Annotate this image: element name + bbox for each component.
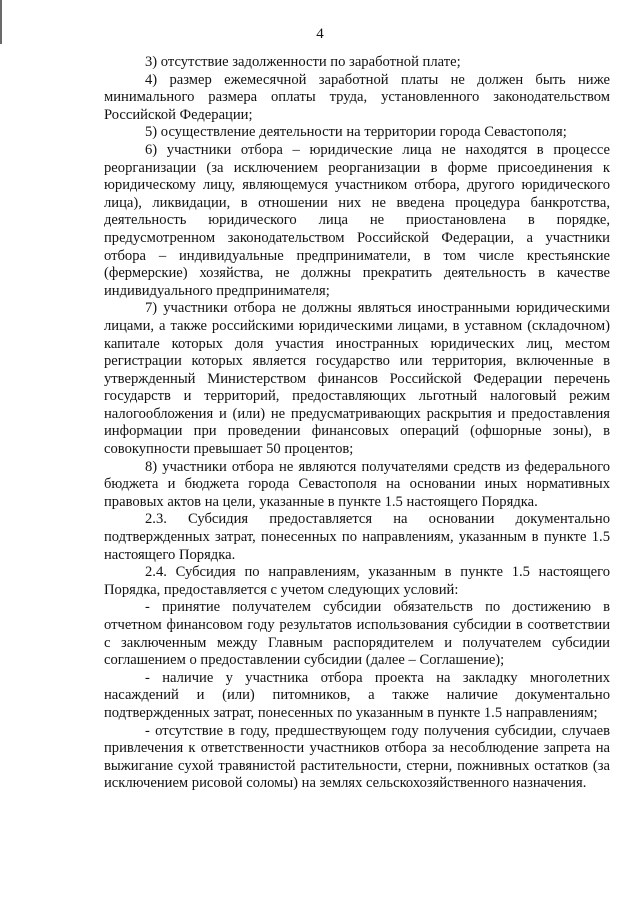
paragraph-item-8: 8) участники отбора не являются получателями средств из федерального бюджета и бюджета города Севастополя на основании иных нормативных правовых актов на цели, указанные в пункте 1.5 настоящего Порядка. — [104, 458, 610, 510]
paragraph-condition-project: - наличие у участника отбора проекта на закладку многолетних насаждений и (или) питомников, а также наличие документально подтвержденных затрат, понесенных по указанным в пункте 1.5 направлениям; — [104, 669, 610, 721]
document-body — [104, 54, 610, 793]
paragraph-condition-no-violations: - отсутствие в году, предшествующем году получения субсидии, случаев привлечения к ответственности участников отбора за несоблюдение запрета на выжигание сухой травянистой растительности, стерни, пожнивных остатков (за исключением рисовой соломы) на землях сельскохозяйственного назначения. — [104, 722, 610, 792]
paragraph-section-2-3: 2.3. Субсидия предоставляется на основании документально подтвержденных затрат, понесенных по направлениям, указанным в пункте 1.5 настоящего Порядка. — [104, 511, 610, 563]
paragraph-section-2-4: 2.4. Субсидия по направлениям, указанным в пункте 1.5 настоящего Порядка, предоставляется с учетом следующих условий: — [104, 564, 610, 598]
paragraph-item-4: 4) размер ежемесячной заработной платы не должен быть ниже минимального размера оплаты труда, установленного законодательством Российской Федерации; — [104, 71, 610, 123]
paragraph-item-5: 5) осуществление деятельности на территории города Севастополя; — [145, 124, 567, 141]
page-number: 4 — [316, 26, 324, 42]
paragraph-condition-obligations: - принятие получателем субсидии обязательств по достижению в отчетном финансовом году результатов использования субсидии в соответствии с заключенным между Главным распорядителем и получателем субсидии соглашением о предоставлении субсидии (далее – Соглашение); — [104, 599, 610, 669]
paragraph-item-7: 7) участники отбора не должны являться иностранными юридическими лицами, а также российскими юридическими лицами, в уставном (складочном) капитале которых доля участия иностранных юридических лиц, местом регистрации которых является государство или территория, включенные в утвержденный Министерством финансов Российской Федерации перечень государств и территорий, предоставляющих льготный налоговый режим налогообложения и (или) не предусматривающих раскрытия и предоставления информации при проведении финансовых операций (офшорные зоны), в совокупности превышает 50 процентов; — [104, 300, 610, 458]
paragraph-item-3: 3) отсутствие задолженности по заработной плате; — [145, 54, 461, 70]
paragraph-item-6: 6) участники отбора – юридические лица не находятся в процессе реорганизации (за исключением реорганизации в форме присоединения к юридическому лицу, являющемуся участником отбора, другого юридического лица), ликвидации, в отношении них не введена процедура банкротства, деятельность юридического лица не приостановлена в порядке, предусмотренном законодательством Российской Федерации, а участники отбора – индивидуальные предприниматели, в том числе крестьянские (фермерские) хозяйства, не должны прекратить деятельность в качестве индивидуального предпринимателя; — [104, 141, 610, 299]
